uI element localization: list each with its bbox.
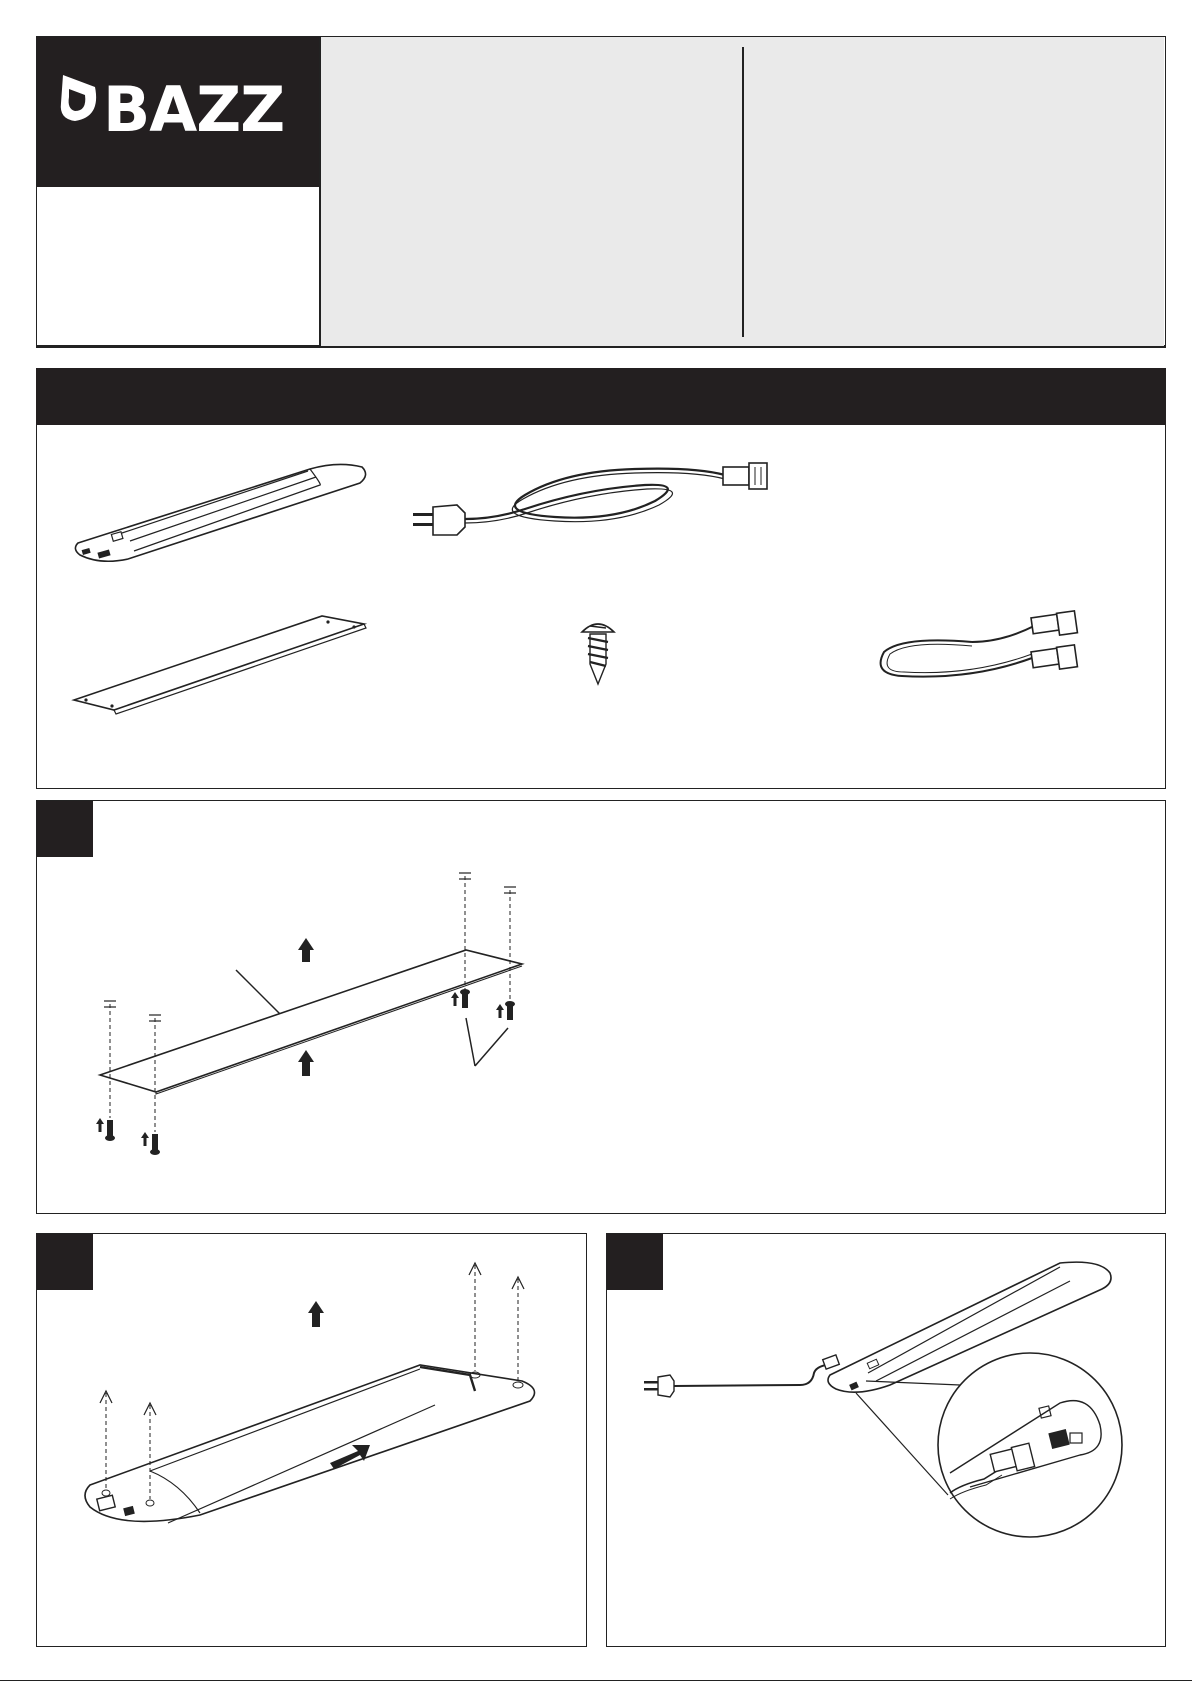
header-column-divider <box>742 47 744 337</box>
step-3-illustration <box>640 1255 1140 1585</box>
logo-mark-icon <box>55 67 105 127</box>
light-fixture-illustration <box>70 455 380 565</box>
step-1-illustration <box>90 870 550 1160</box>
power-cord-illustration <box>405 455 805 565</box>
mounting-plate-illustration <box>72 610 372 720</box>
step-1-number-badge <box>37 801 93 857</box>
link-cable-illustration <box>872 612 1122 702</box>
header-info-panel <box>321 37 1164 346</box>
screw-illustration <box>578 618 618 688</box>
parts-title-bar <box>36 368 1166 425</box>
step-2-illustration <box>80 1245 550 1525</box>
header-right-info <box>753 47 1153 337</box>
footer-rule <box>0 1680 1192 1682</box>
brand-logo: BAZZ <box>103 73 285 146</box>
header-mid-info <box>331 47 731 337</box>
header-left-info <box>40 195 310 340</box>
logo-block <box>37 37 320 187</box>
arrow-up-icon <box>308 1301 324 1313</box>
